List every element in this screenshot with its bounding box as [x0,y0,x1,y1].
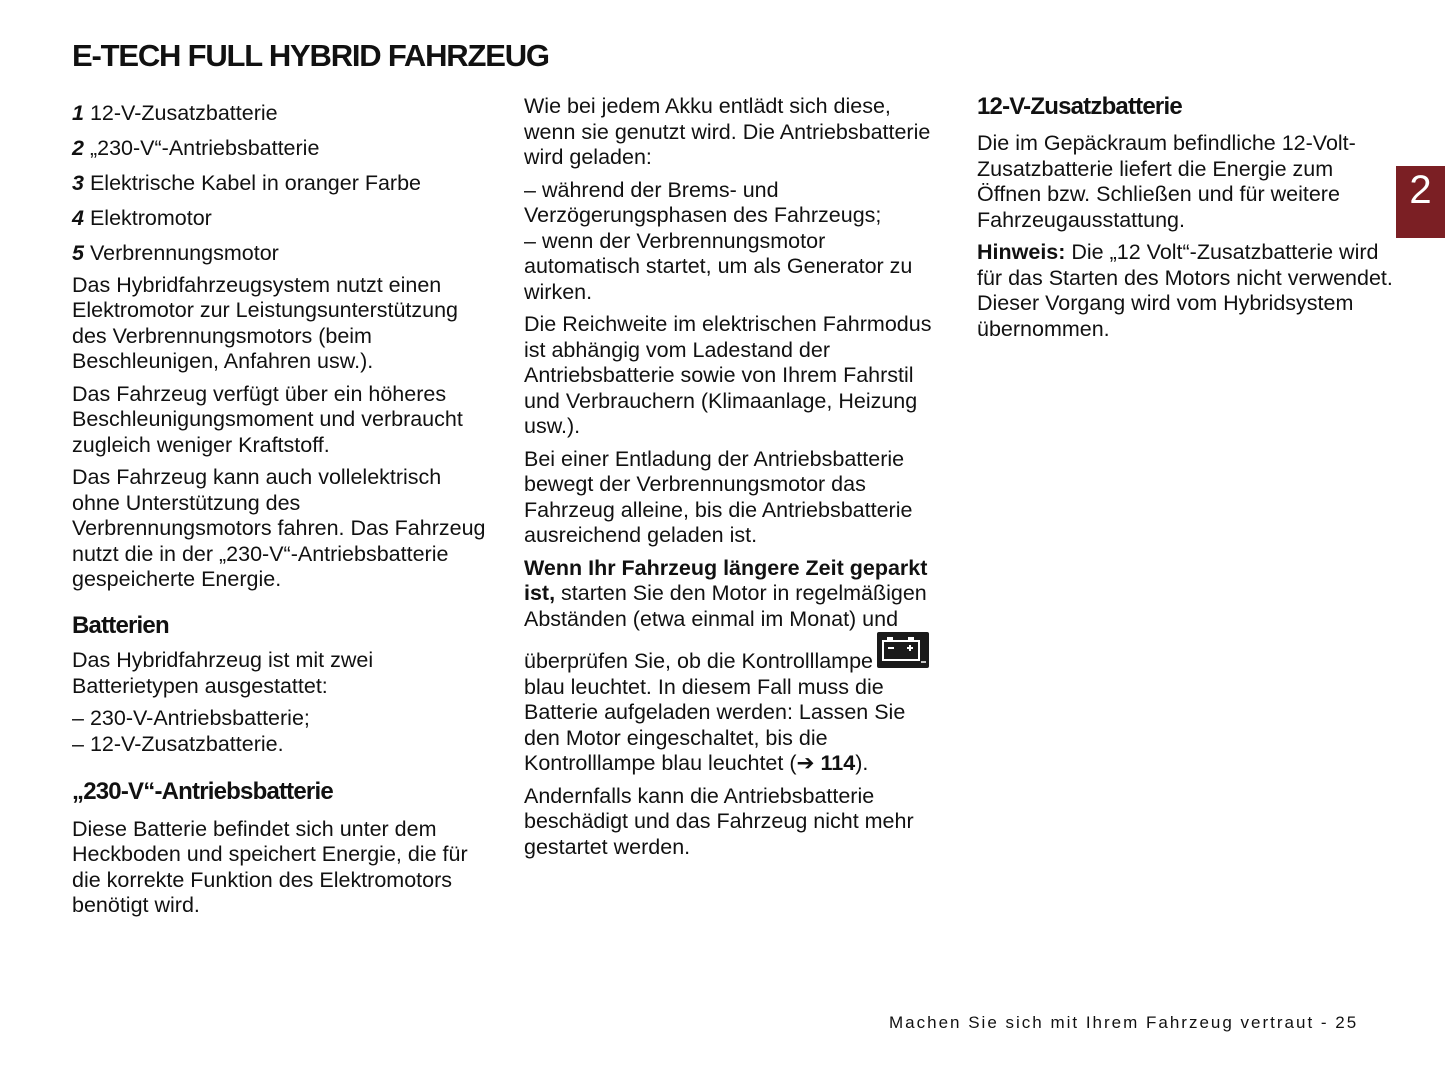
item-text: Elektromotor [89,206,212,230]
column-left [72,101,492,926]
item-text: Elektrische Kabel in oranger Farbe [89,171,422,195]
paragraph: Die im Gepäckraum befindliche 12-Volt-Zusatzbatterie liefert die Energie zum Öffnen bzw. Schließen und für weitere Fahrzeugausstattung. [977,131,1356,232]
section-heading-batterien: Batterien [72,611,169,639]
paragraph: Wie bei jedem Akku entlädt sich diese, wenn sie genutzt wird. Die Antriebsbatterie wird geladen: [524,94,931,169]
paragraph: Diese Batterie befindet sich unter dem Heckboden und speichert Energie, die für die korrekte Funktion des Elektromotors benötigt wird. [72,816,468,917]
paragraph: Das Hybridfahrzeug ist mit zwei Batterietypen ausgestattet: [72,648,374,698]
dash-item: – 12-V-Zusatzbatterie. [72,731,284,756]
item-number: 3 [72,171,84,195]
note-label: Hinweis: [977,240,1066,264]
paragraph: Das Hybridfahrzeugsystem nutzt einen Elektromotor zur Leistungsunterstützung des Verbrennungsmotors (beim Beschleunigen, Anfahren usw.). [72,272,459,373]
list-item [72,206,492,232]
paragraph-text: starten Sie den Motor in regelmäßigen Abständen (etwa einmal im Monat) und überprüfen Sie, ob die Kontrolllampe [524,581,927,673]
dash-item: – wenn der Verbrennungsmotor automatisch startet, um als Generator zu wirken. [524,228,913,304]
dash-text: wenn der Verbrennungsmotor automatisch startet, um als Generator zu wirken. [524,228,913,304]
paragraph-text: ). [855,751,869,775]
chapter-tab: 2 [1396,166,1445,238]
column-right [977,131,1397,349]
item-text: 12-V-Zusatzbatterie [89,101,278,125]
list-item [72,101,492,127]
note-text: Die „12 Volt“-Zusatzbatterie wird für das Starten des Motors nicht verwendet. Dieser Vorgang wird vom Hybridsystem übernommen. [977,240,1393,341]
battery-warning-icon [877,632,929,668]
column-middle [524,94,944,867]
item-number: 4 [72,206,84,230]
paragraph-text: blau leuchtet. In diesem Fall muss die Batterie aufgeladen werden: Lassen Sie den Motor eingeschaltet, bis die Kontrolllampe blau leuchtet ( [524,674,906,775]
bold-lead: Wenn Ihr Fahrzeug längere Zeit geparkt ist, [524,555,928,605]
section-heading-zusatzbatterie: 12-V-Zusatzbatterie [977,93,1182,120]
arrow-icon: ➔ [796,751,815,775]
dash-text: 12-V-Zusatzbatterie. [89,731,284,756]
paragraph: Bei einer Entladung der Antriebsbatterie bewegt der Verbrennungsmotor das Fahrzeug alleine, bis die Antriebsbatterie ausreichend geladen ist. [524,446,913,547]
item-number: 1 [72,101,84,125]
paragraph-parking [524,556,944,777]
paragraph-note [977,240,1397,342]
dash-item: – 230-V-Antriebsbatterie; [72,706,310,730]
dash-text: während der Brems- und Verzögerungsphasen des Fahrzeugs; [524,177,882,227]
section-heading-antriebsbatterie: „230-V“-Antriebsbatterie [72,778,333,805]
paragraph: Andernfalls kann die Antriebsbatterie beschädigt und das Fahrzeug nicht mehr gestartet werden. [524,783,914,859]
item-number: 2 [72,136,84,160]
paragraph: Das Fahrzeug verfügt über ein höheres Beschleunigungsmoment und verbraucht zugleich weniger Kraftstoff. [72,381,463,457]
list-item [72,241,492,267]
paragraph: Das Fahrzeug kann auch vollelektrisch ohne Unterstützung des Verbrennungsmotors fahren. Das Fahrzeug nutzt die in der „230-V“-Antriebsbatterie gespeicherte Energie. [72,465,486,591]
dash-text: 230-V-Antriebsbatterie; [89,706,310,730]
list-item [72,136,492,162]
item-text: Verbrennungsmotor [89,241,279,265]
page-footer: Machen Sie sich mit Ihrem Fahrzeug vertraut - 25 [889,1013,1359,1032]
page-reference: 114 [814,751,856,775]
dash-item: – während der Brems- und Verzögerungsphasen des Fahrzeugs; [524,177,882,227]
page-title: E-TECH FULL HYBRID FAHRZEUG [72,38,549,73]
item-text: „230-V“-Antriebsbatterie [89,136,320,160]
item-number: 5 [72,241,84,265]
list-item [72,171,492,197]
paragraph: Die Reichweite im elektrischen Fahrmodus ist abhängig vom Ladestand der Antriebsbatterie sowie von Ihrem Fahrstil und Verbrauchern (Klimaanlage, Heizung usw.). [524,312,932,438]
